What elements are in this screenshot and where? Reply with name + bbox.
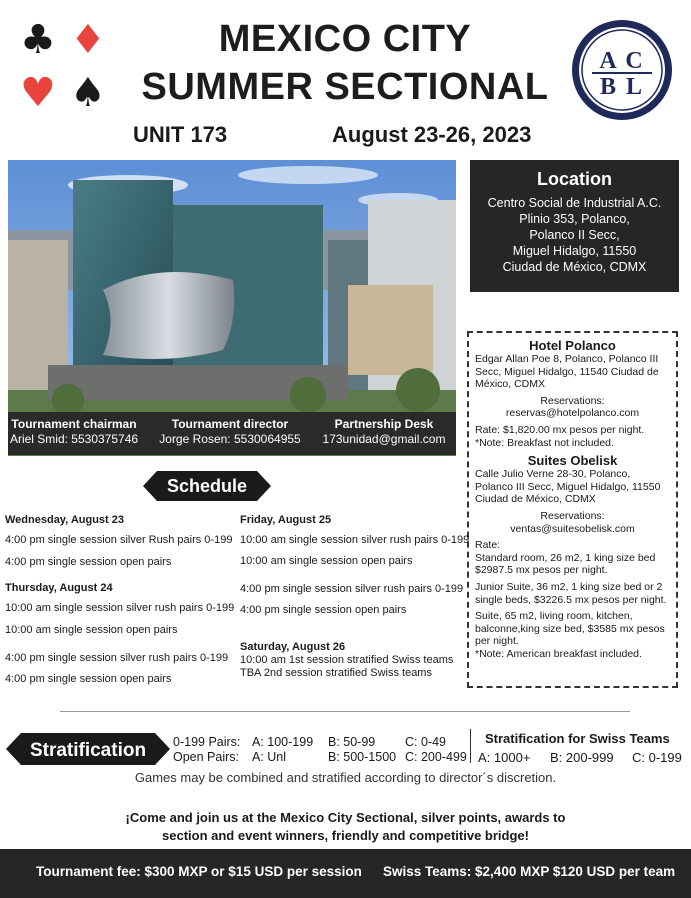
invitation-text bbox=[60, 809, 631, 845]
acbl-logo bbox=[570, 18, 674, 122]
director-role: Tournament director bbox=[171, 417, 289, 431]
hotel-obelisk-rate-junior: Junior Suite, 36 m2, 1 king size bed or 2 single beds, $3226.5 mx pesos per night. bbox=[475, 580, 667, 606]
schedule-heading: Schedule bbox=[166, 476, 248, 496]
hotel-polanco-address: Edgar Allan Poe 8, Polanco, Polanco III Secc, Miguel Hidalgo, 11540 Ciudad de México, CDMX bbox=[475, 353, 659, 391]
fees-footer bbox=[0, 849, 691, 898]
schedule-day-thu: Thursday, August 24 bbox=[5, 582, 113, 594]
hotel-polanco-email: reservas@hotelpolanco.com bbox=[505, 407, 640, 420]
club-suit-icon: ♣ bbox=[20, 17, 56, 63]
hotel-polanco-note: *Note: Breakfast not included. bbox=[475, 436, 614, 449]
partnership-role: Partnership Desk bbox=[334, 417, 434, 431]
location-line: Plinio 353, Polanco, bbox=[519, 212, 630, 226]
tournament-fee: Tournament fee: $300 MXP or $15 USD per session bbox=[36, 864, 362, 879]
spade-suit-icon: ♠ bbox=[70, 70, 106, 116]
partnership-email: 173unidad@gmail.com bbox=[322, 432, 446, 446]
schedule-event: 10:00 am single session open pairs bbox=[5, 624, 178, 636]
chairman-role: Tournament chairman bbox=[11, 417, 137, 431]
event-title-line2: SUMMER SECTIONAL bbox=[141, 66, 549, 108]
invitation-line2: section and event winners, friendly and competitive bridge! bbox=[162, 828, 529, 843]
schedule-event: 10:00 am single session silver rush pairs 0-199 bbox=[5, 602, 235, 614]
event-dates: August 23-26, 2023 bbox=[332, 122, 532, 147]
svg-text:B: B bbox=[599, 74, 617, 100]
schedule-badge bbox=[143, 471, 271, 501]
diamond-suit-icon: ♦ bbox=[70, 17, 106, 63]
swiss-teams-fee: Swiss Teams: $2,400 MXP $120 USD per team bbox=[383, 864, 676, 879]
tournament-chairman bbox=[8, 417, 140, 447]
schedule-event: 4:00 pm single session open pairs bbox=[5, 556, 172, 568]
schedule-event: 4:00 pm single session open pairs bbox=[240, 604, 407, 616]
hotel-obelisk-reservations-label: Reservations: bbox=[540, 509, 605, 522]
swiss-strat-value: A: 1000+ bbox=[478, 750, 531, 765]
unit-number: UNIT 173 bbox=[133, 122, 228, 147]
schedule-event: TBA 2nd session stratified Swiss teams bbox=[240, 667, 432, 679]
strat-value: B: 50-99 bbox=[328, 735, 376, 749]
schedule-day-wed: Wednesday, August 23 bbox=[5, 514, 124, 526]
swiss-strat-value: C: 0-199 bbox=[632, 750, 682, 765]
strat-value: B: 500-1500 bbox=[328, 750, 397, 764]
strat-divider bbox=[470, 729, 471, 763]
location-line: Centro Social de Industrial A.C. bbox=[487, 196, 662, 210]
schedule-event: 10:00 am 1st session stratified Swiss teams bbox=[240, 654, 454, 666]
hotel-obelisk-email: ventas@suitesobelisk.com bbox=[510, 522, 635, 535]
schedule-day-sat: Saturday, August 26 bbox=[240, 641, 346, 653]
invitation-line1: ¡Come and join us at the Mexico City Sectional, silver points, awards to bbox=[125, 810, 566, 825]
swiss-strat-value: B: 200-999 bbox=[550, 750, 614, 765]
event-title-line1: MEXICO CITY bbox=[218, 18, 472, 60]
location-line: Polanco II Secc, bbox=[529, 228, 620, 242]
hotel-obelisk-name: Suites Obelisk bbox=[527, 453, 618, 469]
strat-value: A: Unl bbox=[252, 750, 287, 764]
heart-suit-icon: ♥ bbox=[20, 70, 56, 116]
location-box bbox=[470, 160, 679, 292]
partnership-desk bbox=[314, 417, 454, 447]
open-pairs-label: Open Pairs: bbox=[173, 750, 240, 764]
schedule-event: 4:00 pm single session silver Rush pairs 0-199 bbox=[5, 534, 233, 546]
hotel-obelisk-rate-standard: Standard room, 26 m2, 1 king size bed $2987.5 mx pesos per night. bbox=[475, 551, 656, 577]
hotel-polanco-rate: Rate: $1,820.00 mx pesos per night. bbox=[475, 423, 645, 436]
schedule-event: 4:00 pm single session open pairs bbox=[5, 673, 172, 685]
svg-text:A: A bbox=[599, 48, 617, 74]
stratification-badge bbox=[6, 733, 170, 765]
hotel-obelisk-rate-label: Rate: bbox=[475, 539, 501, 552]
hotel-polanco-reservations-label: Reservations: bbox=[540, 394, 605, 407]
hotel-obelisk-note: *Note: American breakfast included. bbox=[475, 647, 642, 660]
strat-value: C: 200-499 bbox=[405, 750, 467, 764]
stratification-note: Games may be combined and stratified according to director´s discretion. bbox=[134, 770, 557, 785]
chairman-contact: Ariel Smid: 5530375746 bbox=[9, 432, 139, 446]
location-line: Ciudad de México, CDMX bbox=[502, 260, 647, 274]
location-heading: Location bbox=[537, 169, 612, 189]
stratification-heading: Stratification bbox=[29, 740, 147, 761]
hotels-box bbox=[467, 331, 678, 688]
section-divider bbox=[60, 711, 630, 712]
schedule-event: 10:00 am single session silver rush pairs 0-199 bbox=[240, 534, 470, 546]
strat-value: C: 0-49 bbox=[405, 735, 446, 749]
pairs-0199-label: 0-199 Pairs: bbox=[173, 735, 241, 749]
schedule-day-fri: Friday, August 25 bbox=[240, 514, 332, 526]
schedule-event: 4:00 pm single session silver rush pairs 0-199 bbox=[240, 583, 464, 595]
swiss-strat-heading: Stratification for Swiss Teams bbox=[485, 731, 670, 746]
hotel-polanco-name: Hotel Polanco bbox=[529, 338, 616, 353]
director-contact: Jorge Rosen: 5530064955 bbox=[159, 432, 301, 446]
tournament-director bbox=[154, 417, 306, 447]
hotel-obelisk-rate-suite: Suite, 65 m2, living room, kitchen, balconne,king size bed, $3585 mx pesos per night. bbox=[475, 610, 665, 648]
svg-text:L: L bbox=[625, 74, 643, 100]
strat-value: A: 100-199 bbox=[252, 735, 314, 749]
svg-text:C: C bbox=[625, 48, 643, 74]
schedule-event: 4:00 pm single session silver rush pairs 0-199 bbox=[5, 652, 229, 664]
schedule-event: 10:00 am single session open pairs bbox=[240, 555, 413, 567]
location-line: Miguel Hidalgo, 11550 bbox=[512, 244, 637, 258]
hotel-obelisk-address: Calle Julio Verne 28-30, Polanco, Polanco III Secc, Miguel Hidalgo, 11550 Ciudad de México, CDMX bbox=[475, 468, 661, 506]
organizers-bar bbox=[8, 412, 456, 455]
